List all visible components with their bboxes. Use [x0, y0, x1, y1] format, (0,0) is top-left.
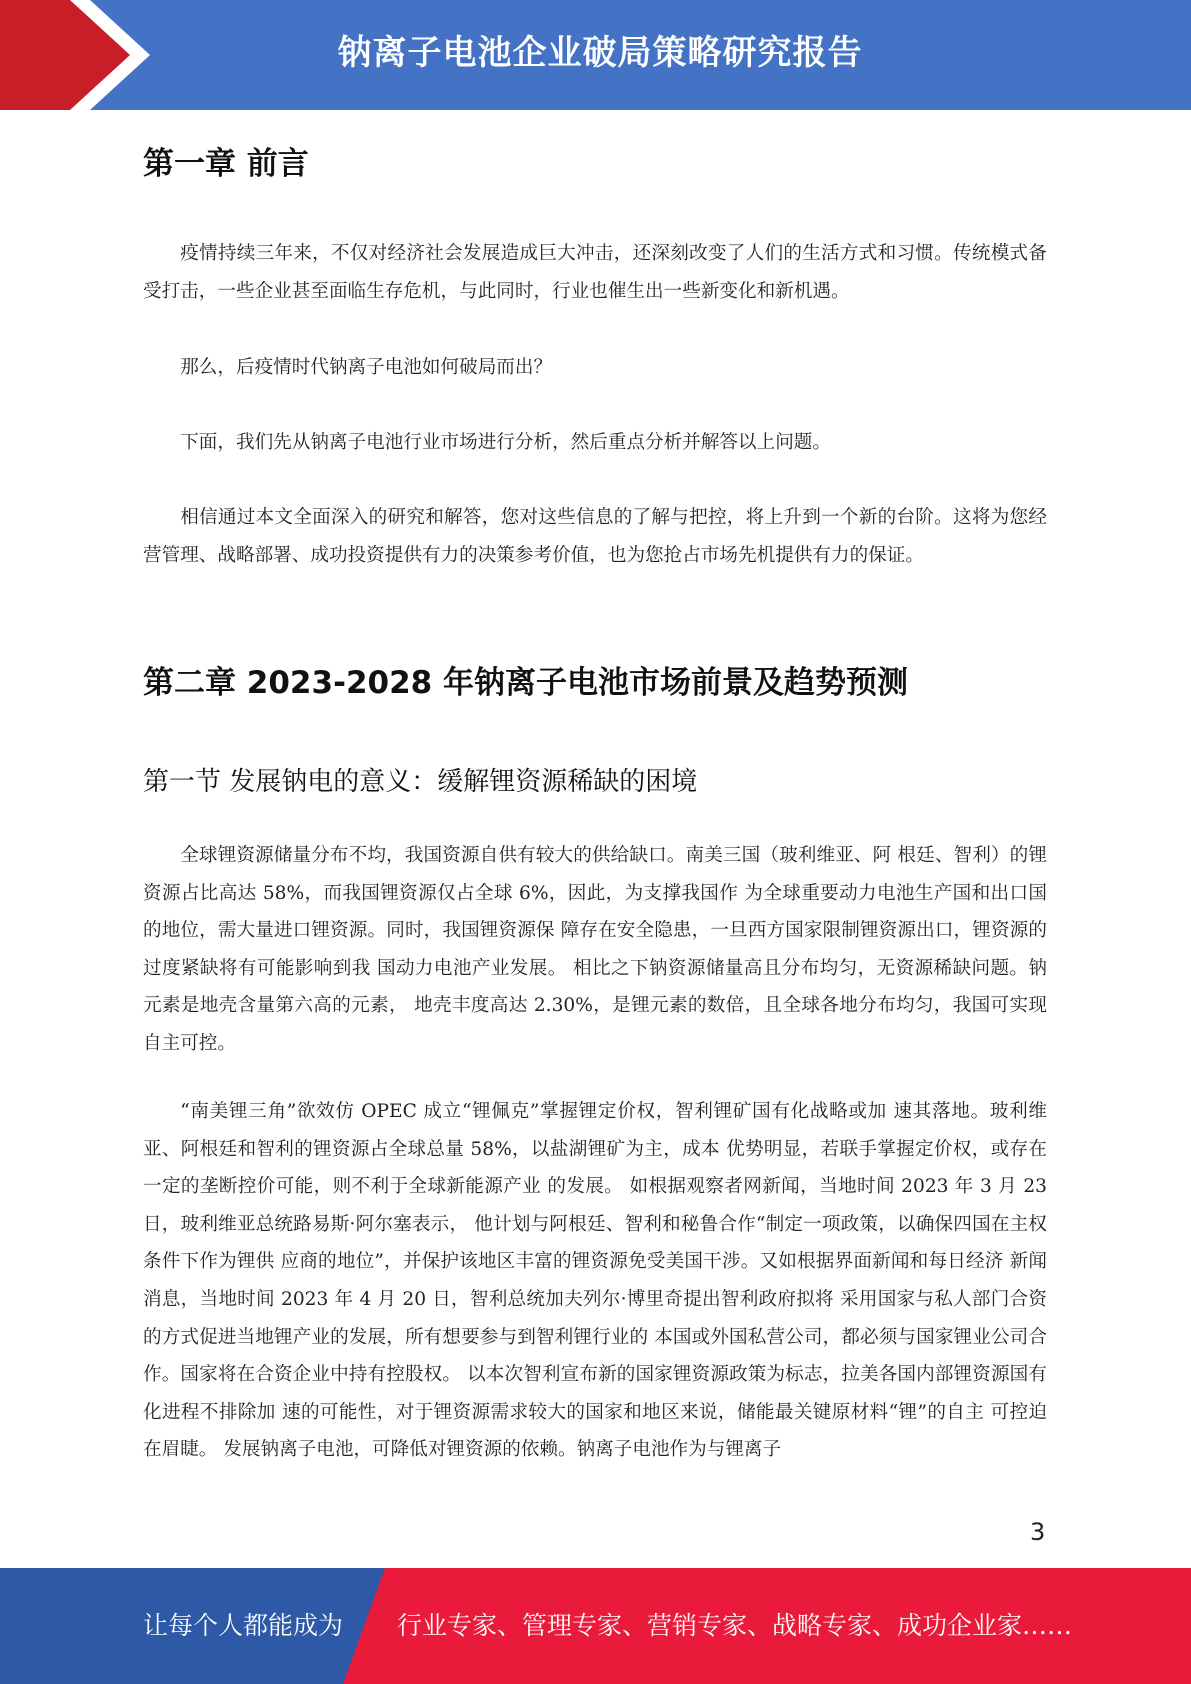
header-banner	[0, 0, 1191, 110]
section-1-title: 第一节 发展钠电的意义：缓解锂资源稀缺的困境	[143, 767, 698, 797]
paragraph: 下面，我们先从钠离子电池行业市场进行分析，然后重点分析并解答以上问题。	[180, 432, 831, 453]
paragraph: 疫情持续三年来，不仅对经济社会发展造成巨大冲击，还深刻改变了人们的生活方式和习惯。传统模式备受打击，一些企业甚至面临生存危机，与此同时，行业也催生出一些新变化和新机遇。	[143, 243, 1047, 302]
paragraph: 相信通过本文全面深入的研究和解答，您对这些信息的了解与把控，将上升到一个新的台阶。这将为您经营管理、战略部署、成功投资提供有力的决策参考价值，也为您抢占市场先机提供有力的保证。	[143, 507, 1047, 566]
arrow-red-fill	[0, 0, 130, 110]
paragraph: 那么，后疫情时代钠离子电池如何破局而出？	[180, 357, 553, 378]
page-number: 3	[1030, 1518, 1046, 1546]
report-title: 钠离子电池企业破局策略研究报告	[337, 33, 863, 73]
footer-banner	[0, 1568, 1191, 1684]
footer-roles: 行业专家、管理专家、营销专家、战略专家、成功企业家……	[397, 1611, 1073, 1640]
footer-slogan: 让每个人都能成为	[143, 1611, 344, 1640]
chapter-2-title: 第二章 2023-2028 年钠离子电池市场前景及趋势预测	[143, 665, 909, 701]
paragraph: “南美锂三角”欲效仿 OPEC 成立“锂佩克”掌握锂定价权，智利锂矿国有化战略或加 速其落地。玻利维亚、阿根廷和智利的锂资源占全球总量 58%，以盐湖锂矿为主，成本 优势明显，若联手掌握定价权，或存在一定的垄断控价可能，则不利于全球新能源产业 的发展。 如根据观察者网新闻，当地时间 2023 年 3 月 23 日，玻利维亚总统路易斯·阿尔塞表示， 他计划与阿根廷、智利和秘鲁合作“制定一项政策，以确保四国在主权条件下作为锂供 应商的地位”，并保护该地区丰富的锂资源免受美国干涉。又如根据界面新闻和每日经济 新闻消息，当地时间 2023 年 4 月 20 日，智利总统加夫列尔·博里奇提出智利政府拟将 采用国家与私人部门合资的方式促进当地锂产业的发展，所有想要参与到智利锂行业的 本国或外国私营公司，都必须与国家锂业公司合作。国家将在合资企业中持有控股权。 以本次智利宣布新的国家锂资源政策为标志，拉美各国内部锂资源国有化进程不排除加 速的可能性，对于锂资源需求较大的国家和地区来说，储能最关键原材料“锂”的自主 可控迫在眉睫。 发展钠离子电池，可降低对锂资源的依赖。钠离子电池作为与锂离子	[143, 1101, 1047, 1461]
chapter-1-title: 第一章 前言	[143, 146, 309, 182]
paragraph: 全球锂资源储量分布不均，我国资源自供有较大的供给缺口。南美三国（玻利维亚、阿 根廷、智利）的锂资源占比高达 58%，而我国锂资源仅占全球 6%，因此，为支撑我国作 为全球重要动力电池生产国和出口国的地位，需大量进口锂资源。同时，我国锂资源保 障存在安全隐患，一旦西方国家限制锂资源出口，锂资源的过度紧缺将有可能影响到我 国动力电池产业发展。 相比之下钠资源储量高且分布均匀，无资源稀缺问题。钠元素是地壳含量第六高的元素， 地壳丰度高达 2.30%，是锂元素的数倍，且全球各地分布均匀，我国可实现自主可控。	[143, 845, 1047, 1054]
